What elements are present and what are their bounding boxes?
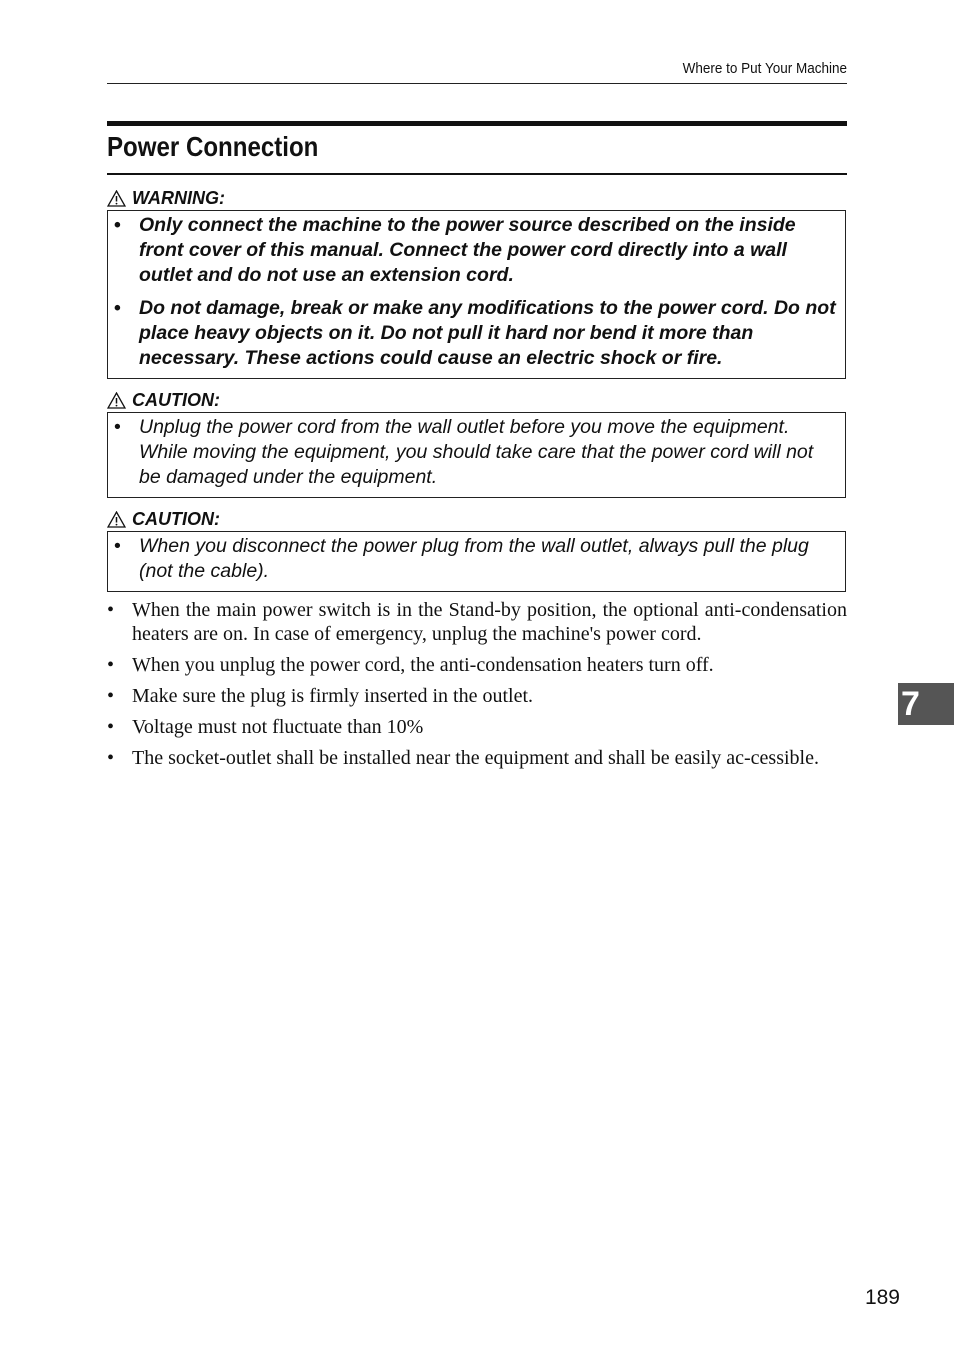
chapter-number: 7 bbox=[901, 685, 920, 723]
list-item bbox=[107, 684, 847, 708]
bullet: • bbox=[107, 685, 115, 707]
caution-label bbox=[107, 509, 220, 529]
bullet: • bbox=[114, 297, 121, 319]
bullet: • bbox=[114, 214, 121, 236]
caution-item-text: When you disconnect the power plug from the wall outlet, always pull the plug (not the cable). bbox=[139, 535, 809, 582]
list-item bbox=[107, 715, 847, 739]
list-item-text: When the main power switch is in the Stand-by position, the optional anti-condensation heaters are on. In case of emergency, unplug the machine's power cord. bbox=[132, 599, 847, 645]
bullet: • bbox=[114, 535, 121, 557]
bullet: • bbox=[107, 747, 115, 769]
warning-triangle-icon bbox=[107, 392, 126, 409]
warning-item bbox=[108, 296, 837, 371]
warning-label bbox=[107, 188, 225, 208]
caution-item-text: Unplug the power cord from the wall outlet before you move the equipment. While moving the equipment, you should take care that the power cord will not be damaged under the equipment. bbox=[139, 416, 814, 488]
caution-label bbox=[107, 390, 220, 410]
header-rule bbox=[107, 83, 847, 84]
list-item bbox=[107, 653, 847, 677]
running-head: Where to Put Your Machine bbox=[682, 60, 847, 77]
caution-box bbox=[107, 412, 846, 498]
list-item-text: Make sure the plug is firmly inserted in the outlet. bbox=[132, 685, 534, 707]
caution-box bbox=[107, 531, 846, 592]
list-item bbox=[107, 598, 847, 646]
warning-triangle-icon bbox=[107, 190, 126, 207]
caution-label-text: CAUTION: bbox=[132, 390, 220, 410]
list-item bbox=[107, 746, 847, 770]
bullet: • bbox=[107, 654, 115, 676]
warning-box bbox=[107, 210, 846, 379]
bullet: • bbox=[114, 416, 121, 438]
warning-item-text: Do not damage, break or make any modifications to the power cord. Do not place heavy objects on it. Do not pull it hard nor bend it more than necessary. These actions could cause an electric shock or fire. bbox=[139, 297, 836, 369]
title-rule-bottom bbox=[107, 173, 847, 175]
warning-label-text: WARNING: bbox=[132, 188, 225, 208]
page-number: 189 bbox=[864, 1286, 900, 1309]
list-item-text: The socket-outlet shall be installed near the equipment and shall be easily ac-cessible. bbox=[132, 747, 819, 769]
warning-item bbox=[108, 213, 837, 288]
bullet: • bbox=[107, 599, 115, 621]
caution-label-text: CAUTION: bbox=[132, 509, 220, 529]
caution-item bbox=[108, 415, 837, 490]
caution-item bbox=[108, 534, 837, 584]
chapter-tab bbox=[898, 683, 954, 725]
section-title: Power Connection bbox=[107, 131, 319, 162]
body-bullet-list bbox=[107, 598, 847, 777]
list-item-text: When you unplug the power cord, the anti-condensation heaters turn off. bbox=[132, 654, 714, 676]
warning-triangle-icon bbox=[107, 511, 126, 528]
bullet: • bbox=[107, 716, 115, 738]
title-rule-top bbox=[107, 121, 847, 126]
list-item-text: Voltage must not fluctuate than 10% bbox=[132, 716, 424, 738]
warning-item-text: Only connect the machine to the power source described on the inside front cover of this manual. Connect the power cord directly into a wall outlet and do not use an extension cord. bbox=[139, 214, 796, 286]
